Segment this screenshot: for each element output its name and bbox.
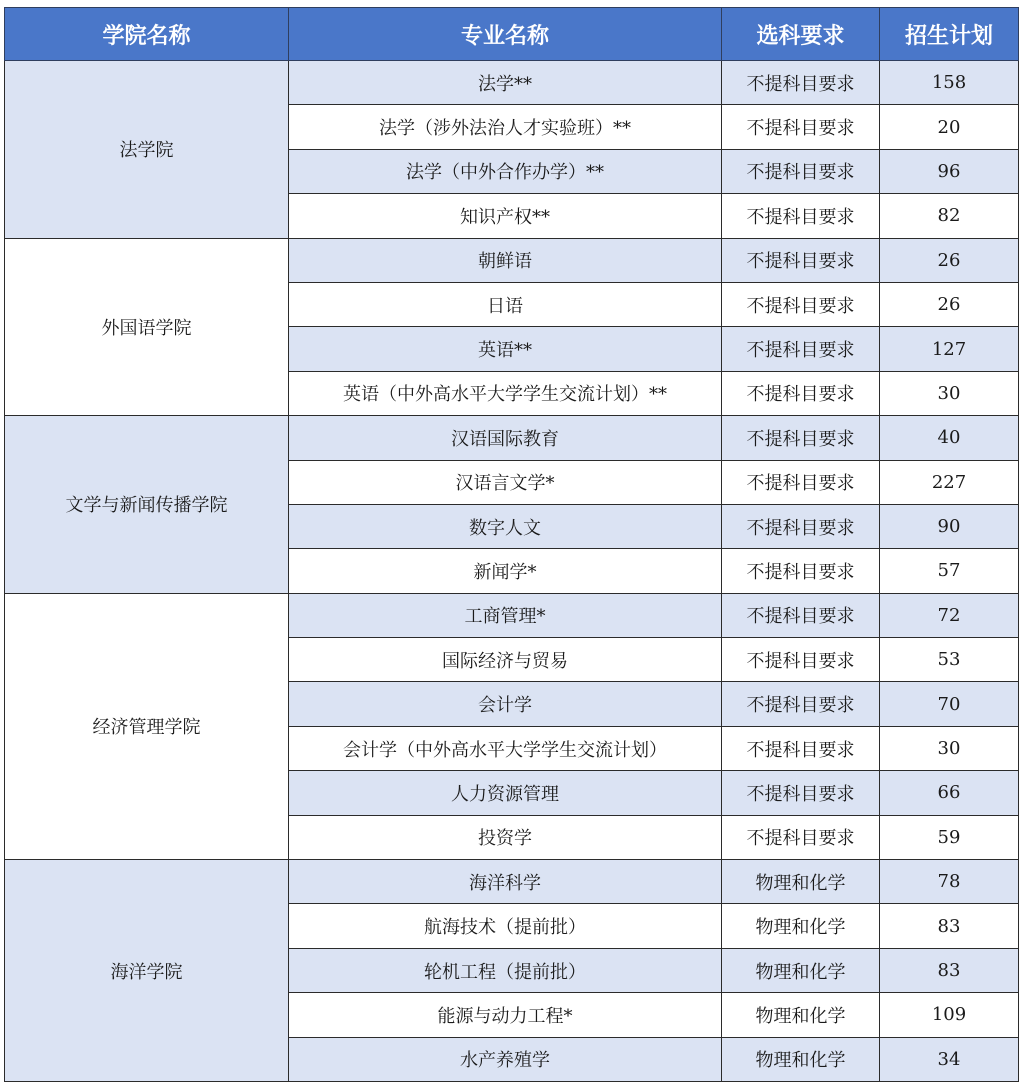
major-name-cell: 海洋科学 — [289, 860, 722, 904]
subject-requirement-cell: 不提科目要求 — [722, 327, 880, 371]
college-name-cell: 法学院 — [5, 61, 289, 239]
subject-requirement-cell: 不提科目要求 — [722, 726, 880, 770]
table-row — [5, 238, 1019, 282]
enrollment-plan-cell: 83 — [880, 904, 1019, 948]
enrollment-plan-cell: 53 — [880, 638, 1019, 682]
table-row — [5, 61, 1019, 105]
college-name-cell: 文学与新闻传播学院 — [5, 416, 289, 594]
subject-requirement-cell: 不提科目要求 — [722, 282, 880, 326]
enrollment-plan-cell: 57 — [880, 549, 1019, 593]
major-name-cell: 航海技术（提前批） — [289, 904, 722, 948]
enrollment-plan-cell: 70 — [880, 682, 1019, 726]
enrollment-plan-cell: 59 — [880, 815, 1019, 859]
table-row — [5, 593, 1019, 637]
enrollment-plan-cell: 30 — [880, 371, 1019, 415]
enrollment-plan-cell: 83 — [880, 948, 1019, 992]
major-name-cell: 法学（涉外法治人才实验班）** — [289, 105, 722, 149]
subject-requirement-cell: 物理和化学 — [722, 948, 880, 992]
major-name-cell: 数字人文 — [289, 504, 722, 548]
enrollment-plan-cell: 72 — [880, 593, 1019, 637]
major-name-cell: 新闻学* — [289, 549, 722, 593]
college-name-cell: 外国语学院 — [5, 238, 289, 416]
subject-requirement-cell: 不提科目要求 — [722, 194, 880, 238]
subject-requirement-cell: 不提科目要求 — [722, 416, 880, 460]
enrollment-plan-cell: 127 — [880, 327, 1019, 371]
college-name-cell: 经济管理学院 — [5, 593, 289, 859]
subject-requirement-cell: 不提科目要求 — [722, 238, 880, 282]
major-name-cell: 水产养殖学 — [289, 1037, 722, 1081]
subject-requirement-column-header: 选科要求 — [722, 8, 880, 61]
enrollment-plan-cell: 34 — [880, 1037, 1019, 1081]
table-row — [5, 860, 1019, 904]
college-name-cell: 海洋学院 — [5, 860, 289, 1082]
enrollment-plan-column-header: 招生计划 — [880, 8, 1019, 61]
enrollment-plan-cell: 20 — [880, 105, 1019, 149]
major-name-cell: 法学（中外合作办学）** — [289, 149, 722, 193]
major-name-cell: 日语 — [289, 282, 722, 326]
major-name-cell: 轮机工程（提前批） — [289, 948, 722, 992]
major-name-cell: 英语** — [289, 327, 722, 371]
enrollment-plan-cell: 96 — [880, 149, 1019, 193]
enrollment-plan-cell: 40 — [880, 416, 1019, 460]
enrollment-plan-cell: 26 — [880, 282, 1019, 326]
major-name-cell: 汉语国际教育 — [289, 416, 722, 460]
major-name-cell: 能源与动力工程* — [289, 993, 722, 1037]
major-name-cell: 会计学 — [289, 682, 722, 726]
subject-requirement-cell: 不提科目要求 — [722, 371, 880, 415]
subject-requirement-cell: 不提科目要求 — [722, 61, 880, 105]
table-body — [5, 61, 1019, 1082]
subject-requirement-cell: 不提科目要求 — [722, 593, 880, 637]
enrollment-plan-cell: 82 — [880, 194, 1019, 238]
enrollment-plan-cell: 227 — [880, 460, 1019, 504]
subject-requirement-cell: 不提科目要求 — [722, 149, 880, 193]
college-column-header: 学院名称 — [5, 8, 289, 61]
subject-requirement-cell: 物理和化学 — [722, 993, 880, 1037]
enrollment-plan-cell: 78 — [880, 860, 1019, 904]
major-name-cell: 国际经济与贸易 — [289, 638, 722, 682]
enrollment-plan-cell: 109 — [880, 993, 1019, 1037]
table-row — [5, 416, 1019, 460]
subject-requirement-cell: 不提科目要求 — [722, 549, 880, 593]
major-name-cell: 汉语言文学* — [289, 460, 722, 504]
header-row — [5, 8, 1019, 61]
major-name-cell: 法学** — [289, 61, 722, 105]
enrollment-plan-cell: 30 — [880, 726, 1019, 770]
subject-requirement-cell: 物理和化学 — [722, 860, 880, 904]
subject-requirement-cell: 不提科目要求 — [722, 460, 880, 504]
subject-requirement-cell: 不提科目要求 — [722, 638, 880, 682]
major-name-cell: 会计学（中外高水平大学学生交流计划） — [289, 726, 722, 770]
subject-requirement-cell: 物理和化学 — [722, 904, 880, 948]
subject-requirement-cell: 不提科目要求 — [722, 682, 880, 726]
subject-requirement-cell: 不提科目要求 — [722, 105, 880, 149]
major-name-cell: 朝鲜语 — [289, 238, 722, 282]
enrollment-plan-cell: 26 — [880, 238, 1019, 282]
major-name-cell: 英语（中外高水平大学学生交流计划）** — [289, 371, 722, 415]
major-column-header: 专业名称 — [289, 8, 722, 61]
major-name-cell: 知识产权** — [289, 194, 722, 238]
subject-requirement-cell: 不提科目要求 — [722, 504, 880, 548]
enrollment-plan-cell: 66 — [880, 771, 1019, 815]
subject-requirement-cell: 物理和化学 — [722, 1037, 880, 1081]
admission-plan-table — [4, 7, 1019, 1082]
major-name-cell: 人力资源管理 — [289, 771, 722, 815]
subject-requirement-cell: 不提科目要求 — [722, 771, 880, 815]
subject-requirement-cell: 不提科目要求 — [722, 815, 880, 859]
enrollment-plan-cell: 90 — [880, 504, 1019, 548]
enrollment-plan-cell: 158 — [880, 61, 1019, 105]
major-name-cell: 工商管理* — [289, 593, 722, 637]
major-name-cell: 投资学 — [289, 815, 722, 859]
